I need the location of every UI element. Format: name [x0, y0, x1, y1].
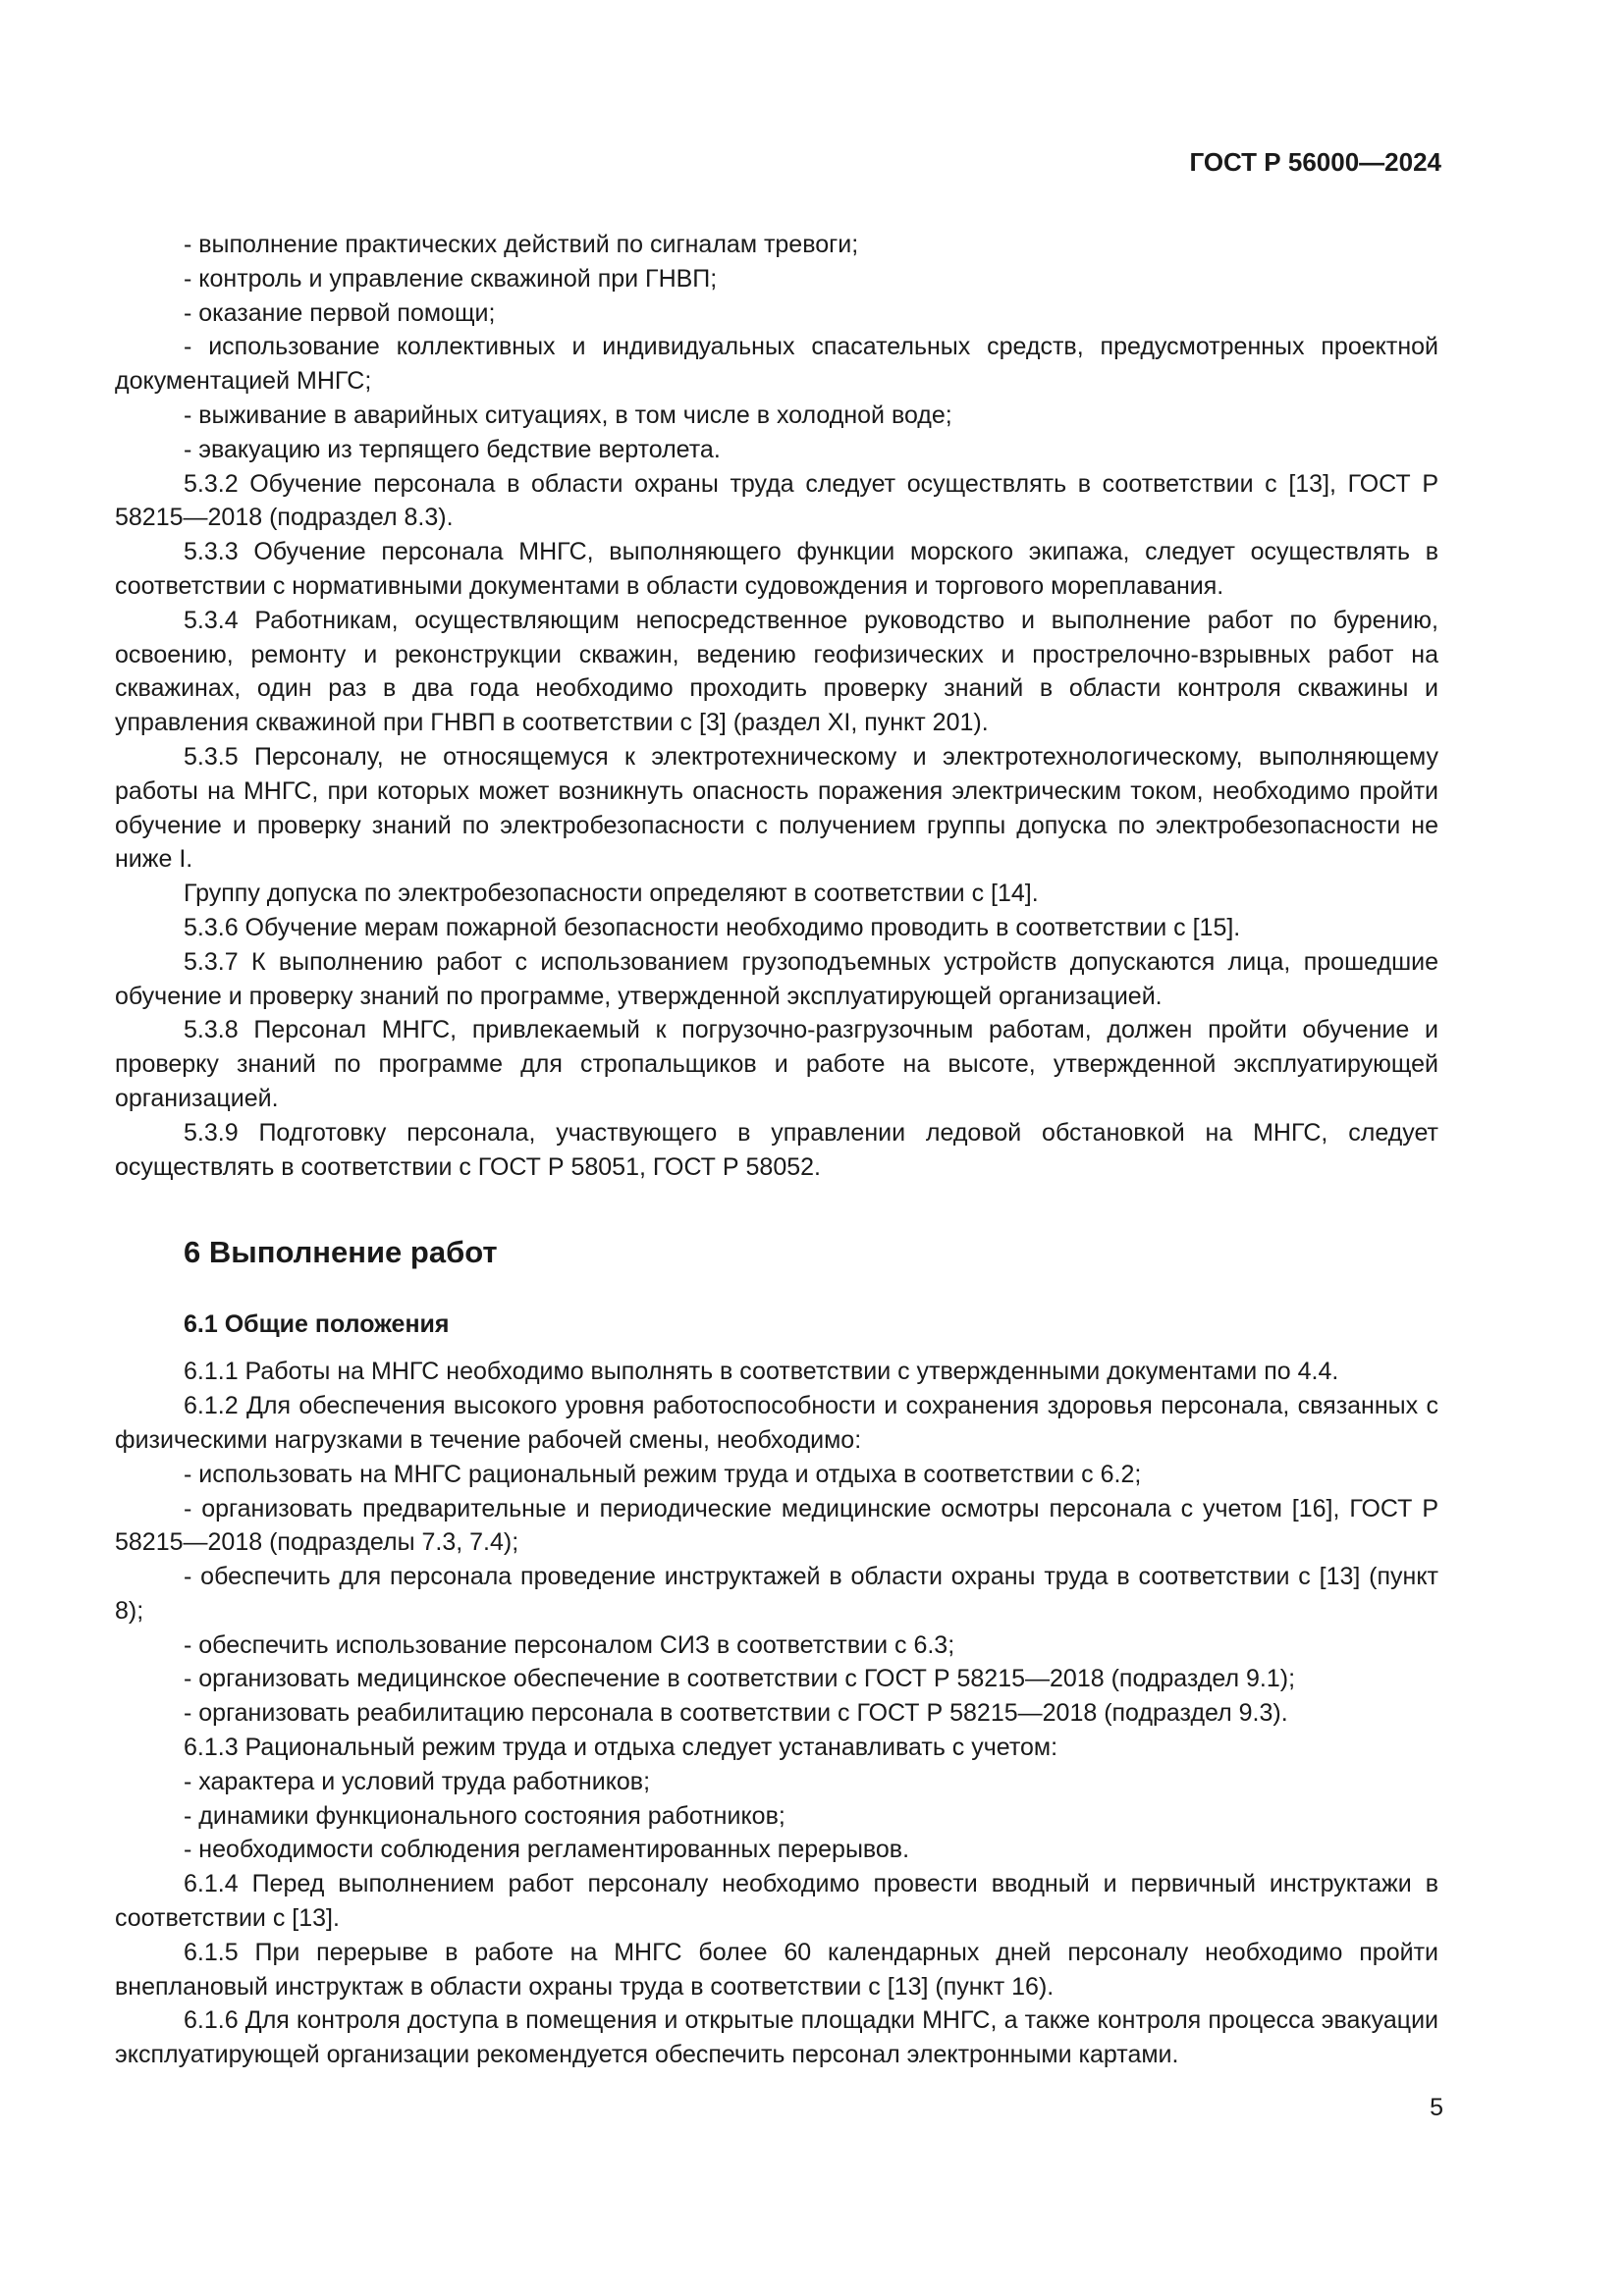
document-code-header: ГОСТ Р 56000—2024	[1189, 147, 1441, 177]
clause-5-3-5-note: Группу допуска по электробезопасности определяют в соответствии с [14].	[184, 880, 1039, 908]
list-item-work-rest-regime: - использовать на МНГС рациональный режим труда и отдыха в соответствии с 6.2;	[184, 1460, 1142, 1488]
clause-5-3-3: 5.3.3 Обучение персонала МНГС, выполняющего функции морского экипажа, следует осуществлять в соответствии с нормативными документами в области судовождения и торгового мореплавания.	[115, 538, 1438, 600]
page-number: 5	[1430, 2094, 1443, 2121]
list-item-breaks: - необходимости соблюдения регламентированных перерывов.	[184, 1836, 910, 1864]
clause-5-3-5: 5.3.5 Персоналу, не относящемуся к электротехническому и электротехнологическому, выполняющему работы на МНГС, при которых может возникнуть опасность поражения электрическим током, необходимо пройти обучение и проверку знаний по электробезопасности с получением группы допуска по электробезопасности не ниже I.	[115, 742, 1438, 874]
clause-5-3-2: 5.3.2 Обучение персонала в области охраны труда следует осуществлять в соответствии с [13], ГОСТ Р 58215—2018 (подраздел 8.3).	[115, 469, 1438, 532]
list-item-functional-state: - динамики функционального состояния работников;	[184, 1801, 785, 1830]
list-item-helicopter-evacuation: - эвакуацию из терпящего бедствие вертолета.	[184, 435, 721, 463]
clause-6-1-5: 6.1.5 При перерыве в работе на МНГС более 60 календарных дней персоналу необходимо пройти внеплановый инструктаж в области охраны труда в соответствии с [13] (пункт 16).	[115, 1938, 1438, 2001]
clause-5-3-6: 5.3.6 Обучение мерам пожарной безопасности необходимо проводить в соответствии с [15].	[184, 913, 1241, 941]
list-item-safety-briefings: - обеспечить для персонала проведение инструктажей в области охраны труда в соответствии с [13] (пункт 8);	[115, 1563, 1438, 1625]
list-item-medical-support: - организовать медицинское обеспечение в соответствии с ГОСТ Р 58215—2018 (подраздел 9.1);	[184, 1665, 1296, 1693]
list-item-medical-exams: - организовать предварительные и периодические медицинские осмотры персонала с учетом [16], ГОСТ Р 58215—2018 (подразделы 7.3, 7.4);	[115, 1494, 1438, 1557]
list-item-first-aid: - оказание первой помощи;	[184, 298, 496, 327]
clause-5-3-9: 5.3.9 Подготовку персонала, участвующего в управлении ледовой обстановкой на МНГС, следует осуществлять в соответствии с ГОСТ Р 58051, ГОСТ Р 58052.	[115, 1118, 1438, 1181]
clause-5-3-8: 5.3.8 Персонал МНГС, привлекаемый к погрузочно-разгрузочным работам, должен пройти обучение и проверку знаний по программе для стропальщиков и работе на высоте, утвержденной эксплуатирующей организацией.	[115, 1016, 1438, 1112]
clause-6-1-3: 6.1.3 Рациональный режим труда и отдыха следует устанавливать с учетом:	[184, 1734, 1058, 1762]
list-item-well-control: - контроль и управление скважиной при ГНВП;	[184, 264, 718, 293]
clause-6-1-6: 6.1.6 Для контроля доступа в помещения и открытые площадки МНГС, а также контроля процесса эвакуации эксплуатирующей организации рекомендуется обеспечить персонал электронными картами.	[115, 2006, 1438, 2069]
section-6-1-title: 6.1 Общие положения	[184, 1310, 450, 1339]
document-body	[115, 228, 1438, 2072]
clause-6-1-4: 6.1.4 Перед выполнением работ персоналу необходимо провести вводный и первичный инструктажи в соответствии с [13].	[115, 1870, 1438, 1933]
list-item-alarm-actions: - выполнение практических действий по сигналам тревоги;	[184, 231, 859, 258]
clause-5-3-4: 5.3.4 Работникам, осуществляющим непосредственное руководство и выполнение работ по бурению, освоению, ремонту и реконструкции скважин, ведению геофизических и прострелочно-взрывных работ на скважинах, один раз в два года необходимо проходить проверку знаний в области контроля скважины и управления скважиной при ГНВП в соответствии с [3] (раздел XI, пункт 201).	[115, 606, 1438, 737]
clause-6-1-2: 6.1.2 Для обеспечения высокого уровня работоспособности и сохранения здоровья персонала, связанных с физическими нагрузками в течение рабочей смены, необходимо:	[115, 1392, 1438, 1454]
clause-6-1-1: 6.1.1 Работы на МНГС необходимо выполнять в соответствии с утвержденными документами по 4.4.	[184, 1358, 1339, 1386]
clause-5-3-7: 5.3.7 К выполнению работ с использованием грузоподъемных устройств допускаются лица, прошедшие обучение и проверку знаний по программе, утвержденной эксплуатирующей организацией.	[115, 947, 1438, 1010]
section-6-title: 6 Выполнение работ	[184, 1235, 498, 1270]
list-item-work-conditions: - характера и условий труда работников;	[184, 1767, 651, 1795]
list-item-survival: - выживание в аварийных ситуациях, в том числе в холодной воде;	[184, 400, 952, 429]
list-item-rehabilitation: - организовать реабилитацию персонала в соответствии с ГОСТ Р 58215—2018 (подраздел 9.3).	[184, 1699, 1288, 1728]
list-item-ppe-use: - обеспечить использование персоналом СИЗ в соответствии с 6.3;	[184, 1630, 955, 1659]
list-item-rescue-equipment: - использование коллективных и индивидуальных спасательных средств, предусмотренных проектной документацией МНГС;	[115, 333, 1438, 396]
